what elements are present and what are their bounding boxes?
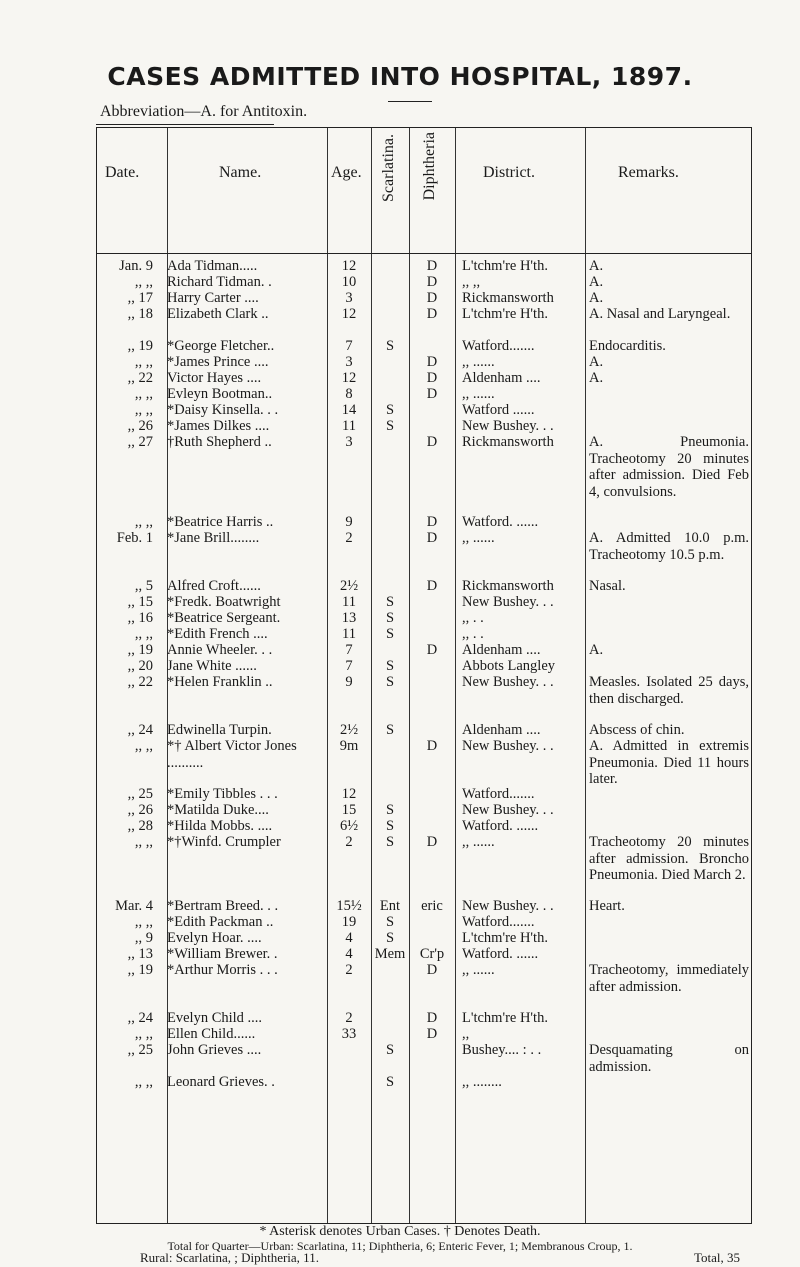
row-district: Aldenham .... xyxy=(462,722,541,738)
row-diphtheria: D xyxy=(426,834,438,850)
row-name: *George Fletcher.. xyxy=(167,338,275,354)
row-scarlatina: S xyxy=(385,914,395,930)
row-district: Watford....... xyxy=(462,786,535,802)
row-remarks: Desquamating on admission. xyxy=(589,1042,749,1075)
row-remarks: A. xyxy=(589,370,604,386)
header-rule xyxy=(97,253,751,254)
row-district: ,, ,, xyxy=(462,274,481,290)
row-diphtheria: D xyxy=(426,274,438,290)
row-scarlatina: S xyxy=(385,626,395,642)
row-name: Evleyn Bootman.. xyxy=(167,386,273,402)
row-district: L'tchm're H'th. xyxy=(462,930,548,946)
row-district: New Bushey. . . xyxy=(462,738,554,754)
row-scarlatina: S xyxy=(385,594,395,610)
row-name: Alfred Croft...... xyxy=(167,578,261,594)
row-date: ,, 27 xyxy=(127,434,153,450)
row-age: 7 xyxy=(345,338,353,354)
header-age: Age. xyxy=(331,164,362,181)
row-age: 11 xyxy=(342,626,356,642)
row-age: 19 xyxy=(341,914,357,930)
row-name: Richard Tidman. . xyxy=(167,274,272,290)
row-remarks: A. Nasal and Laryngeal. xyxy=(589,306,731,322)
row-district: ,, ...... xyxy=(462,962,495,978)
row-remarks: A. Admitted 10.0 p.m. Tracheotomy 10.5 p.m. xyxy=(589,530,749,563)
row-district: ,, ...... xyxy=(462,834,495,850)
row-date: ,, ,, xyxy=(134,738,153,754)
row-remarks: A. Pneumonia. Tracheotomy 20 minutes after admission. Died Feb 4, convulsions. xyxy=(589,434,749,500)
row-date: ,, 19 xyxy=(127,338,153,354)
row-age: 2½ xyxy=(339,578,359,594)
row-name: *William Brewer. . xyxy=(167,946,278,962)
row-name: *Hilda Mobbs. .... xyxy=(167,818,273,834)
row-date: Mar. 4 xyxy=(115,898,153,914)
row-date: ,, 26 xyxy=(127,418,153,434)
row-remarks: A. Admitted in extremis Pneumonia. Died 11 hours later. xyxy=(589,738,749,787)
row-scarlatina: Mem xyxy=(374,946,406,962)
row-age: 11 xyxy=(342,418,356,434)
row-age: 9 xyxy=(345,674,353,690)
row-age: 12 xyxy=(341,306,357,322)
row-district: ,, ........ xyxy=(462,1074,502,1090)
header-diphtheria: Diphtheria xyxy=(421,132,438,201)
row-age: 12 xyxy=(341,786,357,802)
row-age: 3 xyxy=(345,434,353,450)
row-name: *Beatrice Sergeant. xyxy=(167,610,281,626)
row-age: 3 xyxy=(345,290,353,306)
row-district: L'tchm're H'th. xyxy=(462,306,548,322)
row-name: *Beatrice Harris .. xyxy=(167,514,274,530)
row-district: Watford. ...... xyxy=(462,946,539,962)
row-diphtheria: D xyxy=(426,386,438,402)
footer-urban-totals: Total for Quarter—Urban: Scarlatina, 11; Diphtheria, 6; Enteric Fever, 1; Membranous Croup, 1. xyxy=(167,1239,633,1253)
row-district: Rickmansworth xyxy=(462,290,554,306)
row-diphtheria: D xyxy=(426,354,438,370)
row-scarlatina: S xyxy=(385,930,395,946)
row-date: ,, 15 xyxy=(127,594,153,610)
row-date: ,, ,, xyxy=(134,354,153,370)
row-remarks: Abscess of chin. xyxy=(589,722,685,738)
row-date: ,, 24 xyxy=(127,1010,153,1026)
row-diphtheria: D xyxy=(426,290,438,306)
footer-note: * Asterisk denotes Urban Cases. † Denotes Death. xyxy=(259,1224,541,1239)
row-remarks: A. xyxy=(589,258,604,274)
row-district: Watford....... xyxy=(462,338,535,354)
row-district: Aldenham .... xyxy=(462,370,541,386)
row-name: Evelyn Child .... xyxy=(167,1010,263,1026)
row-district: Watford....... xyxy=(462,914,535,930)
row-remarks: Tracheotomy 20 minutes after admission. Broncho Pneumonia. Died March 2. xyxy=(589,834,749,883)
row-district: Watford. ...... xyxy=(462,818,539,834)
row-name: Evelyn Hoar. .... xyxy=(167,930,262,946)
row-name: *Daisy Kinsella. . . xyxy=(167,402,279,418)
row-date: ,, ,, xyxy=(134,514,153,530)
row-name: *Edith French .... xyxy=(167,626,268,642)
row-remarks: A. xyxy=(589,274,604,290)
row-remarks: A. xyxy=(589,354,604,370)
row-district: Watford ...... xyxy=(462,402,535,418)
row-district: New Bushey. . . xyxy=(462,898,554,914)
row-diphtheria: eric xyxy=(421,898,443,914)
row-name: *Helen Franklin .. xyxy=(167,674,273,690)
row-scarlatina: S xyxy=(385,1074,395,1090)
row-name: *Jane Brill........ xyxy=(167,530,260,546)
row-scarlatina: S xyxy=(385,802,395,818)
row-name: *Edith Packman .. xyxy=(167,914,274,930)
row-date: ,, 22 xyxy=(127,370,153,386)
row-name: Elizabeth Clark .. xyxy=(167,306,269,322)
row-diphtheria: D xyxy=(426,434,438,450)
row-remarks: Measles. Isolated 25 days, then discharged. xyxy=(589,674,749,707)
row-scarlatina: S xyxy=(385,834,395,850)
row-diphtheria: D xyxy=(426,1026,438,1042)
header-district: District. xyxy=(483,164,535,181)
row-age: 3 xyxy=(345,354,353,370)
row-district: New Bushey. . . xyxy=(462,418,554,434)
row-name: Jane White ...... xyxy=(167,658,257,674)
row-date: ,, ,, xyxy=(134,1074,153,1090)
row-age: 14 xyxy=(341,402,357,418)
row-diphtheria: D xyxy=(426,258,438,274)
row-scarlatina: S xyxy=(385,610,395,626)
row-age: 9m xyxy=(339,738,359,754)
row-age: 2 xyxy=(345,1010,353,1026)
row-date: ,, ,, xyxy=(134,274,153,290)
row-scarlatina: S xyxy=(385,674,395,690)
column-divider xyxy=(455,128,456,1223)
row-date: ,, 25 xyxy=(127,1042,153,1058)
row-name: Ellen Child...... xyxy=(167,1026,256,1042)
row-scarlatina: Ent xyxy=(379,898,401,914)
row-name: John Grieves .... xyxy=(167,1042,262,1058)
row-district: ,, ...... xyxy=(462,386,495,402)
row-age: 7 xyxy=(345,642,353,658)
abbreviation-note: Abbreviation—A. for Antitoxin. xyxy=(100,103,308,120)
row-name: †Ruth Shepherd .. xyxy=(167,434,272,450)
row-age: 2 xyxy=(345,962,353,978)
row-date: Jan. 9 xyxy=(119,258,153,274)
row-date: ,, 22 xyxy=(127,674,153,690)
row-name: *† Albert Victor Jones .......... xyxy=(167,738,297,771)
row-scarlatina: S xyxy=(385,338,395,354)
row-remarks: Nasal. xyxy=(589,578,626,594)
row-name: *†Winfd. Crumpler xyxy=(167,834,281,850)
row-date: ,, 19 xyxy=(127,962,153,978)
row-name: Annie Wheeler. . . xyxy=(167,642,273,658)
row-name: Leonard Grieves. . xyxy=(167,1074,275,1090)
row-age: 2 xyxy=(345,530,353,546)
row-age: 2 xyxy=(345,834,353,850)
row-district: L'tchm're H'th. xyxy=(462,1010,548,1026)
row-diphtheria: D xyxy=(426,530,438,546)
row-district: Abbots Langley xyxy=(462,658,556,674)
header-name: Name. xyxy=(219,164,262,181)
row-date: ,, 16 xyxy=(127,610,153,626)
row-age: 13 xyxy=(341,610,357,626)
row-date: ,, ,, xyxy=(134,1026,153,1042)
row-remarks: Heart. xyxy=(589,898,625,914)
row-age: 33 xyxy=(341,1026,357,1042)
row-name: Victor Hayes .... xyxy=(167,370,262,386)
row-age: 12 xyxy=(341,370,357,386)
row-district: New Bushey. . . xyxy=(462,802,554,818)
row-age: 4 xyxy=(345,946,353,962)
row-date: ,, 17 xyxy=(127,290,153,306)
header-date: Date. xyxy=(105,164,140,181)
row-name: *Matilda Duke.... xyxy=(167,802,269,818)
row-age: 9 xyxy=(345,514,353,530)
row-name: Harry Carter .... xyxy=(167,290,259,306)
row-scarlatina: S xyxy=(385,1042,395,1058)
row-date: ,, 25 xyxy=(127,786,153,802)
row-remarks: Tracheotomy, immediately after admission. xyxy=(589,962,749,995)
row-date: Feb. 1 xyxy=(116,530,153,546)
row-diphtheria: D xyxy=(426,642,438,658)
row-remarks: A. xyxy=(589,290,604,306)
row-age: 11 xyxy=(342,594,356,610)
row-scarlatina: S xyxy=(385,402,395,418)
row-diphtheria: Cr'p xyxy=(419,946,445,962)
row-age: 7 xyxy=(345,658,353,674)
row-age: 12 xyxy=(341,258,357,274)
row-diphtheria: D xyxy=(426,306,438,322)
row-remarks: Endocarditis. xyxy=(589,338,666,354)
row-date: ,, ,, xyxy=(134,626,153,642)
row-date: ,, 5 xyxy=(134,578,153,594)
row-age: 10 xyxy=(341,274,357,290)
row-date: ,, 20 xyxy=(127,658,153,674)
footer-grand-total: Total, 35 xyxy=(693,1250,740,1265)
row-diphtheria: D xyxy=(426,738,438,754)
row-name: Edwinella Turpin. xyxy=(167,722,272,738)
row-date: ,, 19 xyxy=(127,642,153,658)
row-district: Aldenham .... xyxy=(462,642,541,658)
row-district: New Bushey. . . xyxy=(462,674,554,690)
row-date: ,, 28 xyxy=(127,818,153,834)
row-age: 15½ xyxy=(336,898,362,914)
page-title: CASES ADMITTED INTO HOSPITAL, 1897. xyxy=(107,62,693,91)
row-name: *Fredk. Boatwright xyxy=(167,594,281,610)
row-district: ,, . . xyxy=(462,610,484,626)
row-scarlatina: S xyxy=(385,658,395,674)
row-name: *Bertram Breed. . . xyxy=(167,898,279,914)
row-district: ,, ...... xyxy=(462,530,495,546)
row-district: ,, . . xyxy=(462,626,484,642)
row-date: ,, 9 xyxy=(134,930,153,946)
row-scarlatina: S xyxy=(385,418,395,434)
row-diphtheria: D xyxy=(426,370,438,386)
row-district: Rickmansworth xyxy=(462,434,554,450)
row-name: *James Prince .... xyxy=(167,354,269,370)
column-divider xyxy=(585,128,586,1223)
row-district: Watford. ...... xyxy=(462,514,539,530)
row-date: ,, 13 xyxy=(127,946,153,962)
footer-rural-totals: Rural: Scarlatina, ; Diphtheria, 11. xyxy=(140,1250,319,1265)
row-district: Rickmansworth xyxy=(462,578,554,594)
row-date: ,, ,, xyxy=(134,386,153,402)
header-remarks: Remarks. xyxy=(618,164,679,181)
row-diphtheria: D xyxy=(426,1010,438,1026)
row-date: ,, 26 xyxy=(127,802,153,818)
row-date: ,, ,, xyxy=(134,402,153,418)
row-diphtheria: D xyxy=(426,962,438,978)
row-district: Bushey.... : . . xyxy=(462,1042,542,1058)
row-diphtheria: D xyxy=(426,578,438,594)
row-scarlatina: S xyxy=(385,722,395,738)
row-district: L'tchm're H'th. xyxy=(462,258,548,274)
row-diphtheria: D xyxy=(426,514,438,530)
row-age: 6½ xyxy=(339,818,359,834)
row-scarlatina: S xyxy=(385,818,395,834)
row-remarks: A. xyxy=(589,642,604,658)
row-date: ,, 18 xyxy=(127,306,153,322)
row-date: ,, ,, xyxy=(134,914,153,930)
row-name: *Arthur Morris . . . xyxy=(167,962,278,978)
row-district: ,, ...... xyxy=(462,354,495,370)
row-age: 2½ xyxy=(339,722,359,738)
row-name: *James Dilkes .... xyxy=(167,418,270,434)
row-district: New Bushey. . . xyxy=(462,594,554,610)
admissions-table xyxy=(96,127,752,1224)
row-district: ,, xyxy=(462,1026,470,1042)
row-age: 15 xyxy=(341,802,357,818)
row-age: 4 xyxy=(345,930,353,946)
header-scarlatina: Scarlatina. xyxy=(380,134,397,202)
row-date: ,, ,, xyxy=(134,834,153,850)
row-date: ,, 24 xyxy=(127,722,153,738)
title-rule xyxy=(388,101,432,102)
row-age: 8 xyxy=(345,386,353,402)
row-name: *Emily Tibbles . . . xyxy=(167,786,278,802)
abbreviation-rule xyxy=(96,124,274,125)
row-name: Ada Tidman..... xyxy=(167,258,258,274)
